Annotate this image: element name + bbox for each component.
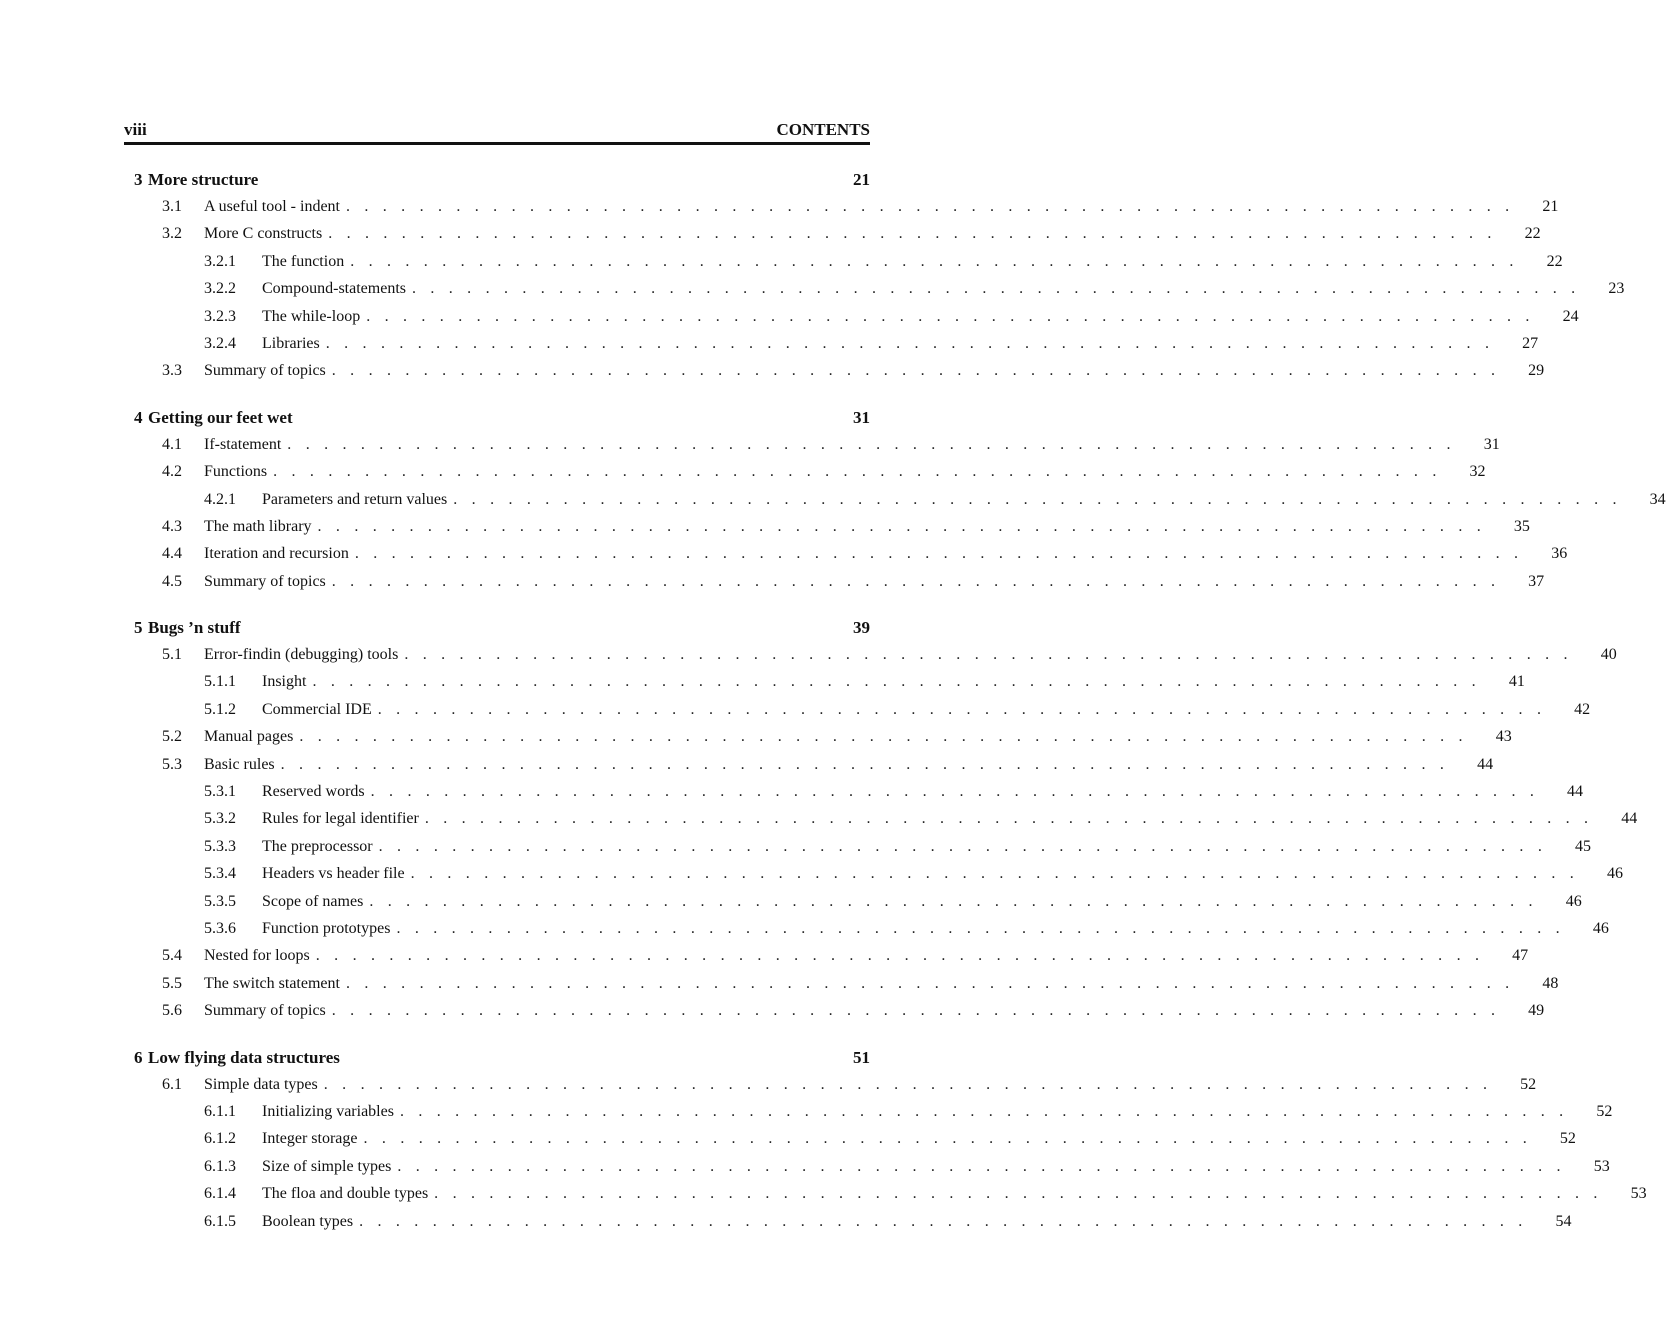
entry-page-number: 37 — [1528, 572, 1545, 590]
dot-leader: . . . . . . . . . . . . . . . . . . . . . . . . . . . . . . . . . . . . . . . . . . . . . . . . . . . . . . . . . . . . . . . . — [434, 1185, 1603, 1203]
dot-leader: . . . . . . . . . . . . . . . . . . . . . . . . . . . . . . . . . . . . . . . . . . . . . . . . . . . . . . . . . . . . . . . . — [280, 755, 1450, 773]
entry-number: 5.1.1 — [204, 673, 236, 691]
entry-page-number: 53 — [1630, 1185, 1647, 1203]
dot-leader: . . . . . . . . . . . . . . . . . . . . . . . . . . . . . . . . . . . . . . . . . . . . . . . . . . . . . . . . . . . . . . . . — [411, 280, 1581, 298]
entry-number: 5.3.5 — [204, 892, 236, 910]
entry-number: 3.2.3 — [204, 307, 236, 325]
chapter-number: 4 — [134, 407, 143, 427]
dot-leader: . . . . . . . . . . . . . . . . . . . . . . . . . . . . . . . . . . . . . . . . . . . . . . . . . . . . . . . . . . . . . . . . — [315, 947, 1485, 965]
dot-leader: . . . . . . . . . . . . . . . . . . . . . . . . . . . . . . . . . . . . . . . . . . . . . . . . . . . . . . . . . . . . . . . . — [354, 545, 1524, 563]
entry-title: Commercial IDE — [262, 700, 372, 718]
entry-title: Simple data types — [204, 1075, 318, 1093]
toc-subsection-entry[interactable] — [124, 334, 1539, 362]
dot-leader: . . . . . . . . . . . . . . . . . . . . . . . . . . . . . . . . . . . . . . . . . . . . . . . . . . . . . . . . . . . . . . . . — [359, 1212, 1528, 1230]
entry-number: 6.1.5 — [204, 1212, 236, 1230]
entry-page-number: 49 — [1528, 1002, 1545, 1020]
entry-page-number: 44 — [1477, 755, 1494, 773]
page-number-label: viii — [124, 120, 147, 139]
entry-page-number: 41 — [1508, 673, 1525, 691]
entry-number: 4.5 — [162, 572, 182, 590]
entry-number: 5.3.6 — [204, 919, 236, 937]
entry-title: Scope of names — [262, 892, 364, 910]
chapter-title: Bugs ’n stuff — [148, 618, 241, 638]
entry-page-number: 27 — [1522, 334, 1539, 352]
entry-title: The switch statement — [204, 974, 340, 992]
entry-number: 3.1 — [162, 198, 182, 215]
toc-subsection-entry[interactable] — [124, 837, 1592, 865]
entry-title: Nested for loops — [204, 947, 310, 965]
entry-page-number: 46 — [1565, 892, 1582, 910]
toc-section-entry[interactable] — [124, 1075, 1537, 1103]
entry-number: 6.1.4 — [204, 1185, 236, 1203]
entry-page-number: 54 — [1555, 1212, 1572, 1230]
entry-number: 3.2.4 — [204, 334, 236, 352]
entry-number: 4.1 — [162, 435, 182, 453]
toc-subsection-entry[interactable] — [124, 673, 1525, 700]
entry-title: Summary of topics — [204, 362, 326, 380]
entry-title: Parameters and return values — [262, 490, 448, 508]
entry-page-number: 44 — [1621, 810, 1638, 828]
entry-title: The preprocessor — [262, 837, 373, 855]
entry-page-number: 46 — [1592, 919, 1609, 937]
entry-page-number: 44 — [1567, 783, 1584, 801]
entry-page-number: 24 — [1562, 307, 1579, 325]
entry-page-number: 40 — [1600, 646, 1617, 664]
chapter-page-number: 31 — [853, 407, 870, 427]
entry-number: 5.3.4 — [204, 865, 236, 883]
entry-page-number: 34 — [1649, 490, 1666, 508]
entry-number: 5.3.2 — [204, 810, 236, 828]
entry-title: Boolean types — [262, 1212, 354, 1230]
entry-number: 5.3.3 — [204, 837, 236, 855]
entry-title: More C constructs — [204, 225, 323, 243]
toc-section-entry[interactable] — [124, 947, 1529, 974]
entry-number: 6.1.1 — [204, 1102, 236, 1120]
toc-subsection-entry[interactable] — [124, 1212, 1572, 1240]
toc-subsection-entry[interactable] — [124, 280, 1625, 307]
entry-number: 5.2 — [162, 728, 182, 746]
header-rule — [124, 142, 870, 145]
dot-leader: . . . . . . . . . . . . . . . . . . . . . . . . . . . . . . . . . . . . . . . . . . . . . . . . . . . . . . . . . . . . . . . . — [410, 865, 1579, 883]
toc-subsection-entry[interactable] — [124, 1130, 1576, 1157]
entry-title: Rules for legal identifier — [262, 810, 419, 828]
dot-leader: . . . . . . . . . . . . . . . . . . . . . . . . . . . . . . . . . . . . . . . . . . . . . . . . . . . . . . . . . . . . . . . . — [323, 1075, 1493, 1093]
entry-title: Error-findin (debugging) tools — [204, 646, 399, 664]
toc-section-entry[interactable] — [124, 572, 1545, 600]
dot-leader: . . . . . . . . . . . . . . . . . . . . . . . . . . . . . . . . . . . . . . . . . . . . . . . . . . . . . . . . . . . . . . . . — [325, 334, 1495, 352]
dot-leader: . . . . . . . . . . . . . . . . . . . . . . . . . . . . . . . . . . . . . . . . . . . . . . . . . . . . . . . . . . . . . . . . — [453, 490, 1622, 508]
toc-subsection-entry[interactable] — [124, 1102, 1613, 1130]
dot-leader: . . . . . . . . . . . . . . . . . . . . . . . . . . . . . . . . . . . . . . . . . . . . . . . . . . . . . . . . . . . . . . . . — [317, 517, 1486, 535]
toc-subsection-entry[interactable] — [124, 1157, 1610, 1185]
toc-chapter-entry[interactable] — [124, 170, 870, 198]
toc-section-entry[interactable] — [124, 755, 1494, 783]
dot-leader: . . . . . . . . . . . . . . . . . . . . . . . . . . . . . . . . . . . . . . . . . . . . . . . . . . . . . . . . . . . . . . . . — [363, 1130, 1532, 1148]
entry-title: Integer storage — [262, 1130, 358, 1148]
entry-title: The floa and double types — [262, 1185, 429, 1203]
entry-number: 4.2.1 — [204, 490, 236, 508]
toc-section-entry[interactable] — [124, 545, 1568, 572]
dot-leader: . . . . . . . . . . . . . . . . . . . . . . . . . . . . . . . . . . . . . . . . . . . . . . . . . . . . . . . . . . . . . . . . — [331, 572, 1501, 590]
chapter-number: 3 — [134, 170, 143, 189]
dot-leader: . . . . . . . . . . . . . . . . . . . . . . . . . . . . . . . . . . . . . . . . . . . . . . . . . . . . . . . . . . . . . . . . — [404, 646, 1573, 664]
dot-leader: . . . . . . . . . . . . . . . . . . . . . . . . . . . . . . . . . . . . . . . . . . . . . . . . . . . . . . . . . . . . . . . . — [370, 783, 1540, 801]
dot-leader: . . . . . . . . . . . . . . . . . . . . . . . . . . . . . . . . . . . . . . . . . . . . . . . . . . . . . . . . . . . . . . . . — [312, 673, 1481, 691]
dot-leader: . . . . . . . . . . . . . . . . . . . . . . . . . . . . . . . . . . . . . . . . . . . . . . . . . . . . . . . . . . . . . . . . — [377, 700, 1547, 718]
chapter-page-number: 21 — [853, 170, 870, 189]
entry-page-number: 53 — [1593, 1157, 1610, 1175]
entry-title: Reserved words — [262, 783, 365, 801]
entry-title: Iteration and recursion — [204, 545, 349, 563]
toc-section-entry[interactable] — [124, 974, 1559, 1002]
toc-chapter-entry[interactable] — [124, 408, 870, 436]
toc-subsection-entry[interactable] — [124, 783, 1584, 810]
entry-number: 5.3.1 — [204, 783, 236, 801]
dot-leader: . . . . . . . . . . . . . . . . . . . . . . . . . . . . . . . . . . . . . . . . . . . . . . . . . . . . . . . . . . . . . . . . — [424, 810, 1594, 828]
entry-title: Insight — [262, 673, 307, 691]
entry-title: Function prototypes — [262, 919, 391, 937]
entry-number: 5.1.2 — [204, 700, 236, 718]
toc-subsection-entry[interactable] — [124, 865, 1623, 892]
toc-chapter-block — [124, 1047, 1647, 1240]
entry-page-number: 47 — [1512, 947, 1529, 965]
entry-page-number: 36 — [1551, 545, 1568, 563]
entry-page-number: 52 — [1596, 1102, 1613, 1120]
chapter-title: Getting our feet wet — [148, 407, 293, 427]
entry-page-number: 45 — [1575, 837, 1592, 855]
toc-subsection-entry[interactable] — [124, 892, 1582, 920]
dot-leader: . . . . . . . . . . . . . . . . . . . . . . . . . . . . . . . . . . . . . . . . . . . . . . . . . . . . . . . . . . . . . . . . — [369, 892, 1538, 910]
entry-title: Compound-statements — [262, 280, 406, 298]
entry-title: A useful tool - indent — [204, 198, 340, 215]
toc-subsection-entry[interactable] — [124, 700, 1591, 728]
entry-page-number: 52 — [1520, 1075, 1537, 1093]
running-header — [124, 118, 870, 142]
toc-section-entry[interactable] — [124, 728, 1512, 755]
dot-leader: . . . . . . . . . . . . . . . . . . . . . . . . . . . . . . . . . . . . . . . . . . . . . . . . . . . . . . . . . . . . . . . . — [345, 974, 1515, 992]
toc-chapter-entry[interactable] — [124, 618, 870, 646]
entry-number: 6.1.2 — [204, 1130, 236, 1148]
dot-leader: . . . . . . . . . . . . . . . . . . . . . . . . . . . . . . . . . . . . . . . . . . . . . . . . . . . . . . . . . . . . . . . . — [396, 919, 1565, 937]
entry-title: The function — [262, 252, 345, 270]
toc-section-entry[interactable] — [124, 517, 1530, 545]
chapter-number: 5 — [134, 618, 143, 638]
toc-section-entry[interactable] — [124, 1002, 1545, 1029]
entry-page-number: 46 — [1607, 865, 1623, 883]
entry-title: If-statement — [204, 435, 282, 453]
dot-leader: . . . . . . . . . . . . . . . . . . . . . . . . . . . . . . . . . . . . . . . . . . . . . . . . . . . . . . . . . . . . . . . . — [328, 225, 1497, 243]
table-of-contents — [124, 170, 1666, 1258]
chapter-page-number: 39 — [853, 618, 870, 638]
entry-number: 5.4 — [162, 947, 182, 965]
entry-number: 6.1.3 — [204, 1157, 236, 1175]
chapter-number: 6 — [134, 1047, 143, 1067]
dot-leader: . . . . . . . . . . . . . . . . . . . . . . . . . . . . . . . . . . . . . . . . . . . . . . . . . . . . . . . . . . . . . . . . — [350, 252, 1519, 270]
toc-section-entry[interactable] — [124, 646, 1617, 673]
entry-page-number: 31 — [1483, 435, 1500, 453]
toc-subsection-entry[interactable] — [124, 810, 1638, 837]
entry-title: The while-loop — [262, 307, 361, 325]
toc-subsection-entry[interactable] — [124, 490, 1666, 518]
entry-number: 3.2.1 — [204, 252, 236, 270]
dot-leader: . . . . . . . . . . . . . . . . . . . . . . . . . . . . . . . . . . . . . . . . . . . . . . . . . . . . . . . . . . . . . . . . — [331, 1002, 1501, 1020]
dot-leader: . . . . . . . . . . . . . . . . . . . . . . . . . . . . . . . . . . . . . . . . . . . . . . . . . . . . . . . . . . . . . . . . — [273, 463, 1442, 481]
dot-leader: . . . . . . . . . . . . . . . . . . . . . . . . . . . . . . . . . . . . . . . . . . . . . . . . . . . . . . . . . . . . . . . . — [299, 728, 1468, 746]
entry-page-number: 52 — [1559, 1130, 1576, 1148]
entry-number: 4.2 — [162, 463, 182, 481]
entry-page-number: 21 — [1542, 198, 1559, 215]
entry-number: 5.3 — [162, 755, 182, 773]
entry-title: Headers vs header file — [262, 865, 405, 883]
entry-title: Summary of topics — [204, 572, 326, 590]
toc-subsection-entry[interactable] — [124, 252, 1563, 280]
entry-number: 5.5 — [162, 974, 182, 992]
entry-number: 3.2.2 — [204, 280, 236, 298]
toc-section-entry[interactable] — [124, 435, 1500, 463]
entry-page-number: 48 — [1542, 974, 1559, 992]
toc-subsection-entry[interactable] — [124, 1185, 1647, 1212]
toc-section-entry[interactable] — [124, 362, 1545, 389]
entry-title: Manual pages — [204, 728, 294, 746]
entry-page-number: 32 — [1469, 463, 1486, 481]
dot-leader: . . . . . . . . . . . . . . . . . . . . . . . . . . . . . . . . . . . . . . . . . . . . . . . . . . . . . . . . . . . . . . . . — [399, 1102, 1569, 1120]
toc-section-entry[interactable] — [124, 463, 1486, 490]
entry-title: Libraries — [262, 334, 320, 352]
dot-leader: . . . . . . . . . . . . . . . . . . . . . . . . . . . . . . . . . . . . . . . . . . . . . . . . . . . . . . . . . . . . . . . . — [345, 198, 1515, 215]
entry-title: Summary of topics — [204, 1002, 326, 1020]
entry-number: 5.1 — [162, 646, 182, 664]
dot-leader: . . . . . . . . . . . . . . . . . . . . . . . . . . . . . . . . . . . . . . . . . . . . . . . . . . . . . . . . . . . . . . . . — [378, 837, 1548, 855]
entry-number: 4.3 — [162, 517, 182, 535]
chapter-page-number: 51 — [853, 1047, 870, 1067]
entry-number: 6.1 — [162, 1075, 182, 1093]
chapter-title: More structure — [148, 170, 259, 189]
entry-page-number: 22 — [1546, 252, 1563, 270]
chapter-title: Low flying data structures — [148, 1047, 340, 1067]
toc-chapter-block — [124, 407, 1666, 600]
toc-subsection-entry[interactable] — [124, 919, 1609, 947]
toc-chapter-block — [124, 618, 1638, 1029]
dot-leader: . . . . . . . . . . . . . . . . . . . . . . . . . . . . . . . . . . . . . . . . . . . . . . . . . . . . . . . . . . . . . . . . — [287, 435, 1456, 453]
entry-page-number: 29 — [1528, 362, 1545, 380]
entry-page-number: 35 — [1513, 517, 1530, 535]
entry-page-number: 42 — [1574, 700, 1591, 718]
entry-title: Basic rules — [204, 755, 275, 773]
entry-number: 5.6 — [162, 1002, 182, 1020]
toc-subsection-entry[interactable] — [124, 307, 1579, 335]
entry-number: 3.3 — [162, 362, 182, 380]
entry-page-number: 43 — [1495, 728, 1512, 746]
toc-chapter-block — [124, 170, 1625, 390]
entry-title: Functions — [204, 463, 268, 481]
entry-number: 4.4 — [162, 545, 182, 563]
entry-title: Size of simple types — [262, 1157, 392, 1175]
entry-number: 3.2 — [162, 225, 182, 243]
dot-leader: . . . . . . . . . . . . . . . . . . . . . . . . . . . . . . . . . . . . . . . . . . . . . . . . . . . . . . . . . . . . . . . . — [397, 1157, 1566, 1175]
entry-page-number: 22 — [1524, 225, 1541, 243]
dot-leader: . . . . . . . . . . . . . . . . . . . . . . . . . . . . . . . . . . . . . . . . . . . . . . . . . . . . . . . . . . . . . . . . — [366, 307, 1535, 325]
entry-title: The math library — [204, 517, 312, 535]
entry-page-number: 23 — [1608, 280, 1625, 298]
toc-section-entry[interactable] — [124, 225, 1541, 252]
dot-leader: . . . . . . . . . . . . . . . . . . . . . . . . . . . . . . . . . . . . . . . . . . . . . . . . . . . . . . . . . . . . . . . . — [331, 362, 1501, 380]
toc-section-entry[interactable] — [124, 198, 1559, 225]
running-title: CONTENTS — [776, 120, 870, 139]
toc-chapter-entry[interactable] — [124, 1048, 870, 1076]
entry-title: Initializing variables — [262, 1102, 394, 1120]
